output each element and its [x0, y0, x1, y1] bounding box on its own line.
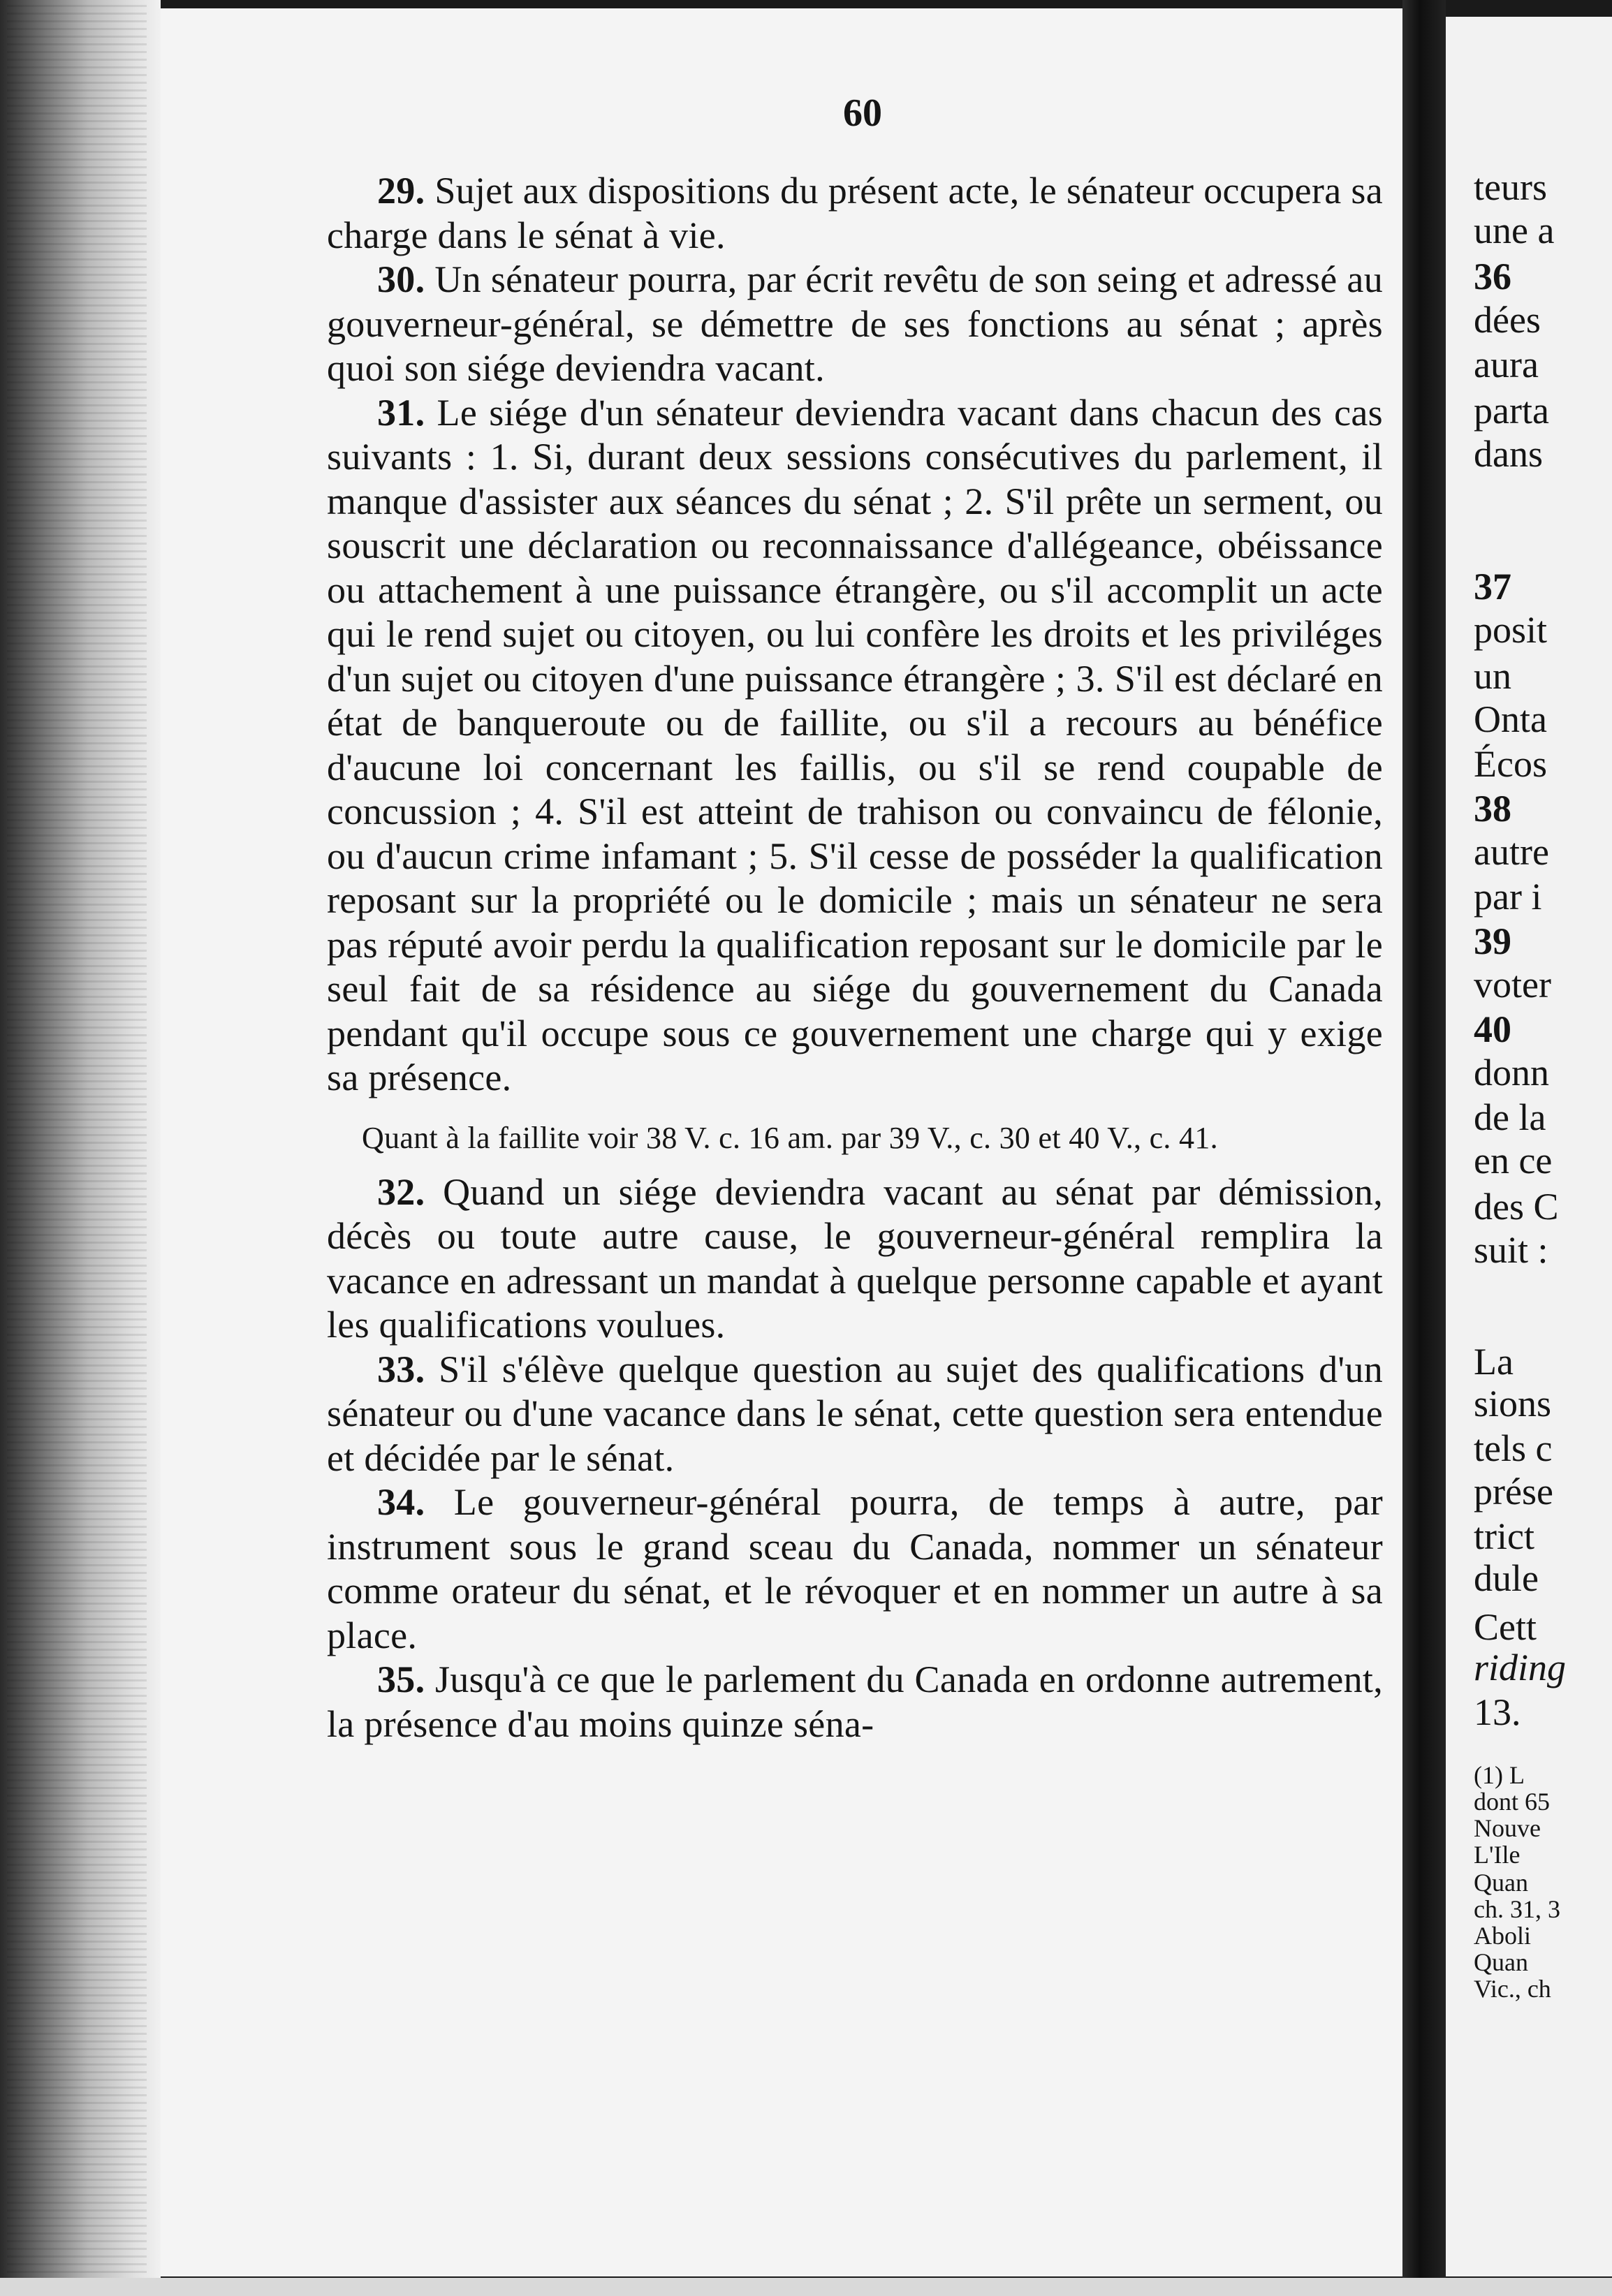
right-page-line: Nouve	[1474, 1814, 1541, 1842]
article-text: Un sénateur pourra, par écrit revêtu de son seing et adressé au gouverneur-général, se démettre de ses fonctions au sénat ; après quoi son siége deviendra vacant.	[327, 258, 1383, 389]
right-page-line: donn	[1474, 1052, 1549, 1094]
right-page-line: L'Ile	[1474, 1841, 1521, 1869]
note-text: Quant à la faillite voir 38 V. c. 16 am. par 39 V., c. 30 et 40 V., c. 41.	[362, 1120, 1218, 1155]
right-page-line: (1) L	[1474, 1761, 1525, 1789]
article-number: 30.	[377, 258, 425, 300]
right-page-line: 37	[1474, 566, 1511, 608]
right-page-line: teurs	[1474, 166, 1547, 208]
right-page-line: dule	[1474, 1557, 1539, 1599]
book-spine	[1402, 0, 1446, 2296]
right-page-line: trict	[1474, 1515, 1534, 1557]
right-page-line: dées	[1474, 299, 1541, 341]
article-number: 32.	[377, 1170, 425, 1213]
article-number: 29.	[377, 170, 425, 212]
article-text: S'il s'élève quelque question au sujet des qualifications d'un sénateur ou d'une vacance dans le sénat, cette question sera entendue et décidée par le sénat.	[327, 1348, 1383, 1479]
article-number: 34.	[377, 1481, 425, 1523]
right-page-line: dans	[1474, 433, 1543, 475]
right-page-line: Aboli	[1474, 1922, 1532, 1950]
right-page-line: un	[1474, 655, 1511, 697]
right-page-line: autre	[1474, 831, 1549, 873]
right-page-line: Onta	[1474, 698, 1547, 740]
right-page-line: 38	[1474, 788, 1511, 830]
right-page-line: 36	[1474, 256, 1511, 297]
right-page-line: suit :	[1474, 1229, 1548, 1271]
right-page-line: dont 65	[1474, 1788, 1551, 1816]
right-page-line: riding	[1474, 1647, 1567, 1688]
right-page-fragment	[1446, 17, 1612, 2276]
right-page-line: par i	[1474, 876, 1542, 918]
right-page-line: voter	[1474, 964, 1551, 1006]
right-page-line: 13.	[1474, 1691, 1521, 1733]
bottom-edge	[0, 2278, 1612, 2296]
right-page-line: 40	[1474, 1008, 1511, 1050]
right-page-line: de la	[1474, 1096, 1546, 1138]
article-30	[327, 258, 1383, 391]
gutter-texture	[7, 0, 147, 2296]
right-page-line: Cett	[1474, 1606, 1537, 1648]
article-32	[327, 1170, 1383, 1348]
page-body	[327, 169, 1383, 1746]
right-page-line: Écos	[1474, 743, 1547, 785]
right-page-line: posit	[1474, 609, 1548, 651]
right-page-line: prése	[1474, 1471, 1553, 1513]
article-text: Jusqu'à ce que le parlement du Canada en ordonne autrement, la présence d'au moins quinze séna-	[327, 1658, 1383, 1745]
right-page-line: aura	[1474, 344, 1539, 385]
right-page-line: Quan	[1474, 1948, 1528, 1976]
right-page-line: sions	[1474, 1383, 1552, 1425]
right-page-line: des C	[1474, 1186, 1559, 1228]
article-number: 31.	[377, 391, 425, 434]
right-page-line: La	[1474, 1341, 1514, 1383]
article-33	[327, 1348, 1383, 1481]
right-page-line: tels c	[1474, 1427, 1553, 1469]
article-text: Le siége d'un sénateur deviendra vacant dans chacun des cas suivants : 1. Si, durant deux sessions consécutives du parlement, il manque d'assister aux séances du sénat ; 2. S'il prête un serment, ou souscrit une déclaration ou reconnaissance d'allégeance, obéissance ou attachement à une puissance étrangère, ou s'il accomplit un acte qui le rend sujet ou citoyen, ou lui confère les droits et les priviléges d'un sujet ou citoyen d'une puissance étrangère ; 3. S'il est déclaré en état de banqueroute ou de faillite, ou s'il a recours au bénéfice d'aucune loi concernant les faillis, ou s'il se rend coupable de concussion ; 4. S'il est atteint de trahison ou convaincu de félonie, ou d'aucun crime infamant ; 5. S'il cesse de posséder la qualification reposant sur la propriété ou le domicile ; mais un sénateur ne sera pas réputé avoir perdu la qualification reposant sur le domicile par le seul fait de sa résidence au siége du gouvernement du Canada pendant qu'il occupe sous ce gouvernement une charge qui y exige sa présence.	[327, 391, 1383, 1098]
article-text: Quand un siége deviendra vacant au sénat par démission, décès ou toute autre cause, le gouverneur-général remplira la vacance en adressant un mandat à quelque personne capable et ayant les qualifications voulues.	[327, 1170, 1383, 1346]
right-page-line: parta	[1474, 390, 1549, 432]
article-35	[327, 1658, 1383, 1746]
right-page-line: Quan	[1474, 1869, 1528, 1897]
footnote-faillite	[327, 1121, 1383, 1155]
right-page-line: une a	[1474, 209, 1555, 251]
article-number: 33.	[377, 1348, 425, 1390]
article-31	[327, 391, 1383, 1101]
article-number: 35.	[377, 1658, 425, 1700]
right-page-line: ch. 31, 3	[1474, 1895, 1560, 1923]
article-text: Le gouverneur-général pourra, de temps à autre, par instrument sous le grand sceau du Canada, nommer un sénateur comme orateur du sénat, et le révoquer et en nommer un autre à sa place.	[327, 1481, 1383, 1656]
right-page-line: Vic., ch	[1474, 1975, 1551, 2003]
right-page-line: 39	[1474, 920, 1511, 962]
page-number: 60	[843, 91, 882, 135]
article-34	[327, 1480, 1383, 1658]
article-29	[327, 169, 1383, 258]
right-page-line: en ce	[1474, 1140, 1553, 1182]
article-text: Sujet aux dispositions du présent acte, le sénateur occupera sa charge dans le sénat à vie.	[327, 170, 1383, 256]
